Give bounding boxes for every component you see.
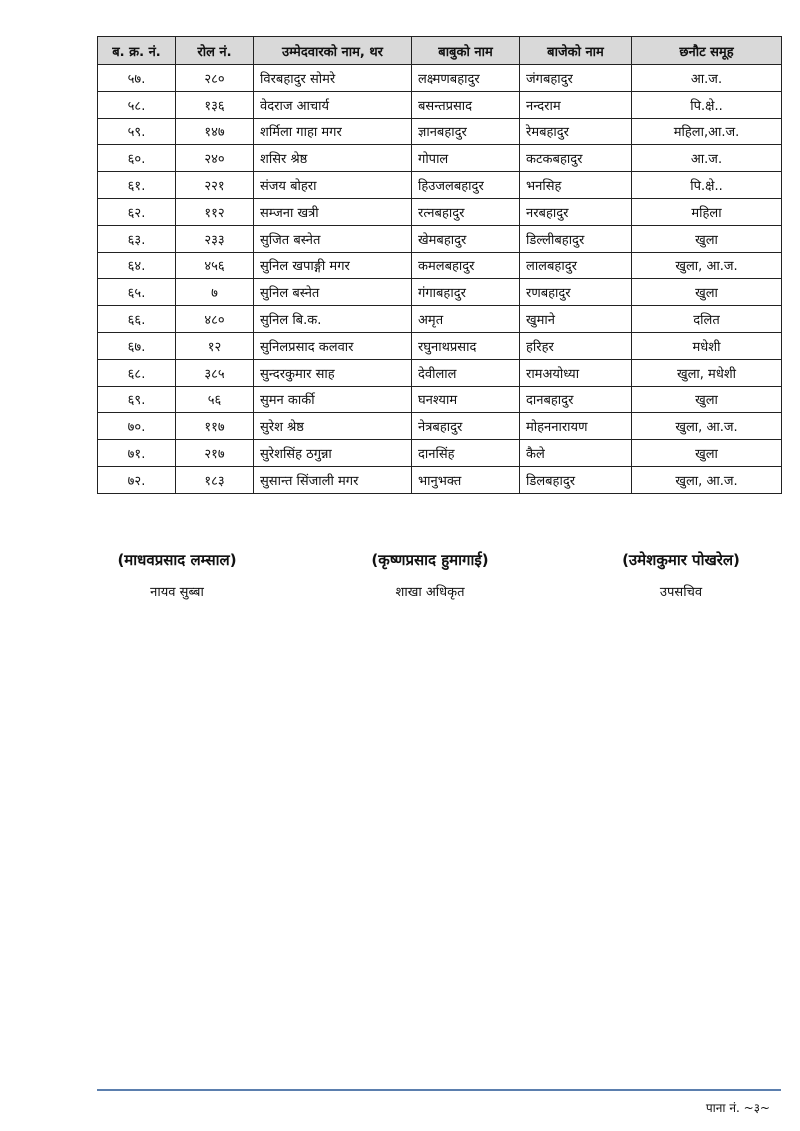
grandfather-cell: कैले: [520, 440, 632, 467]
father-cell: गंगाबहादुर: [412, 279, 520, 306]
serial-cell: ५९.: [98, 118, 176, 145]
signatory-designation: शाखा अधिकृत: [395, 585, 465, 600]
grandfather-cell: डिलबहादुर: [520, 466, 632, 493]
grandfather-cell: लालबहादुर: [520, 252, 632, 279]
candidate-cell: सुनिल बि.क.: [254, 306, 412, 333]
grandfather-cell: मोहननारायण: [520, 413, 632, 440]
candidate-cell: संजय बोहरा: [254, 172, 412, 199]
father-cell: लक्ष्मणबहादुर: [412, 65, 520, 92]
grandfather-cell: रेमबहादुर: [520, 118, 632, 145]
grandfather-cell: हरिहर: [520, 332, 632, 359]
group-cell: पि.क्षे..: [632, 91, 782, 118]
table-row: [98, 413, 782, 440]
table-row: [98, 386, 782, 413]
candidate-cell: सुरेशसिंह ठगुन्ना: [254, 440, 412, 467]
group-cell: खुला, आ.ज.: [632, 252, 782, 279]
table-row: [98, 91, 782, 118]
table-row: [98, 65, 782, 92]
roll-cell: ५६: [176, 386, 254, 413]
serial-cell: ६५.: [98, 279, 176, 306]
serial-cell: ६८.: [98, 359, 176, 386]
roll-cell: १८३: [176, 466, 254, 493]
father-cell: नेत्रबहादुर: [412, 413, 520, 440]
signatory-block: [571, 550, 791, 600]
signatory-name: (कृष्णप्रसाद हुमागाई): [371, 551, 489, 569]
candidate-cell: सुनिलप्रसाद कलवार: [254, 332, 412, 359]
table-row: [98, 306, 782, 333]
father-cell: कमलबहादुर: [412, 252, 520, 279]
table-row: [98, 279, 782, 306]
table-row: [98, 172, 782, 199]
table-row: [98, 118, 782, 145]
roll-cell: २४०: [176, 145, 254, 172]
roll-cell: ११७: [176, 413, 254, 440]
group-cell: खुला: [632, 279, 782, 306]
roll-cell: १३६: [176, 91, 254, 118]
roll-cell: २८०: [176, 65, 254, 92]
candidate-cell: सुरेश श्रेष्ठ: [254, 413, 412, 440]
father-cell: गोपाल: [412, 145, 520, 172]
grandfather-cell: रामअयोध्या: [520, 359, 632, 386]
group-cell: खुला: [632, 440, 782, 467]
roll-cell: ४५६: [176, 252, 254, 279]
group-cell: मधेशी: [632, 332, 782, 359]
roll-cell: २१७: [176, 440, 254, 467]
footer-divider: [97, 1089, 781, 1091]
father-cell: अमृत: [412, 306, 520, 333]
grandfather-cell: नरबहादुर: [520, 198, 632, 225]
serial-cell: ७०.: [98, 413, 176, 440]
grandfather-cell: नन्दराम: [520, 91, 632, 118]
serial-cell: ६२.: [98, 198, 176, 225]
table-row: [98, 145, 782, 172]
candidate-cell: सुनिल खपाङ्गी मगर: [254, 252, 412, 279]
group-cell: पि.क्षे..: [632, 172, 782, 199]
father-cell: रघुनाथप्रसाद: [412, 332, 520, 359]
group-cell: आ.ज.: [632, 65, 782, 92]
table-header-row: [98, 37, 782, 65]
candidate-cell: सुजित बस्नेत: [254, 225, 412, 252]
serial-cell: ६७.: [98, 332, 176, 359]
candidate-cell: वेदराज आचार्य: [254, 91, 412, 118]
roll-cell: ३८५: [176, 359, 254, 386]
serial-cell: ६४.: [98, 252, 176, 279]
col-father-header: बाबुको नाम: [412, 37, 520, 65]
candidate-table: [97, 36, 782, 494]
table-row: [98, 359, 782, 386]
roll-cell: १२: [176, 332, 254, 359]
serial-cell: ५७.: [98, 65, 176, 92]
group-cell: महिला,आ.ज.: [632, 118, 782, 145]
grandfather-cell: भनसिह: [520, 172, 632, 199]
candidate-cell: विरबहादुर सोमरे: [254, 65, 412, 92]
serial-cell: ५८.: [98, 91, 176, 118]
serial-cell: ६९.: [98, 386, 176, 413]
table-row: [98, 332, 782, 359]
serial-cell: ७२.: [98, 466, 176, 493]
serial-cell: ६६.: [98, 306, 176, 333]
father-cell: देवीलाल: [412, 359, 520, 386]
group-cell: खुला: [632, 386, 782, 413]
group-cell: दलित: [632, 306, 782, 333]
candidate-cell: सुन्दरकुमार साह: [254, 359, 412, 386]
table-row: [98, 440, 782, 467]
group-cell: महिला: [632, 198, 782, 225]
signatory-block: [320, 550, 540, 600]
grandfather-cell: खुमाने: [520, 306, 632, 333]
father-cell: भानुभक्त: [412, 466, 520, 493]
grandfather-cell: कटकबहादुर: [520, 145, 632, 172]
signatory-name: (माधवप्रसाद लम्साल): [117, 551, 237, 569]
group-cell: खुला: [632, 225, 782, 252]
grandfather-cell: रणबहादुर: [520, 279, 632, 306]
group-cell: खुला, आ.ज.: [632, 413, 782, 440]
group-cell: आ.ज.: [632, 145, 782, 172]
father-cell: रत्नबहादुर: [412, 198, 520, 225]
table-row: [98, 252, 782, 279]
col-roll-header: रोल नं.: [176, 37, 254, 65]
col-serial-header: ब. क्र. नं.: [98, 37, 176, 65]
father-cell: खेमबहादुर: [412, 225, 520, 252]
table-row: [98, 225, 782, 252]
roll-cell: ७: [176, 279, 254, 306]
candidate-cell: सम्जना खत्री: [254, 198, 412, 225]
father-cell: घनश्याम: [412, 386, 520, 413]
candidate-cell: सुनिल बस्नेत: [254, 279, 412, 306]
serial-cell: ६१.: [98, 172, 176, 199]
signatory-name: (उमेशकुमार पोखरेल): [622, 551, 740, 569]
signatory-designation: नायव सुब्बा: [150, 585, 204, 600]
group-cell: खुला, आ.ज.: [632, 466, 782, 493]
roll-cell: १४७: [176, 118, 254, 145]
col-candidate-header: उम्मेदवारको नाम, थर: [254, 37, 412, 65]
roll-cell: २३३: [176, 225, 254, 252]
grandfather-cell: डिल्लीबहादुर: [520, 225, 632, 252]
father-cell: ज्ञानबहादुर: [412, 118, 520, 145]
candidate-cell: सुसान्त सिंजाली मगर: [254, 466, 412, 493]
roll-cell: ४८०: [176, 306, 254, 333]
serial-cell: ७१.: [98, 440, 176, 467]
col-group-header: छनौट समूह: [632, 37, 782, 65]
group-cell: खुला, मधेशी: [632, 359, 782, 386]
roll-cell: २२१: [176, 172, 254, 199]
signatory-designation: उपसचिव: [659, 585, 703, 600]
father-cell: बसन्तप्रसाद: [412, 91, 520, 118]
father-cell: हिउजलबहादुर: [412, 172, 520, 199]
serial-cell: ६३.: [98, 225, 176, 252]
serial-cell: ६०.: [98, 145, 176, 172]
roll-cell: ११२: [176, 198, 254, 225]
table-row: [98, 198, 782, 225]
page-number: पाना नं. ~३~: [705, 1101, 770, 1115]
candidate-cell: शर्मिला गाहा मगर: [254, 118, 412, 145]
candidate-cell: शसिर श्रेष्ठ: [254, 145, 412, 172]
candidate-cell: सुमन कार्की: [254, 386, 412, 413]
father-cell: दानसिंह: [412, 440, 520, 467]
grandfather-cell: दानबहादुर: [520, 386, 632, 413]
table-row: [98, 466, 782, 493]
grandfather-cell: जंगबहादुर: [520, 65, 632, 92]
col-grandfather-header: बाजेको नाम: [520, 37, 632, 65]
signatory-block: [67, 550, 287, 600]
